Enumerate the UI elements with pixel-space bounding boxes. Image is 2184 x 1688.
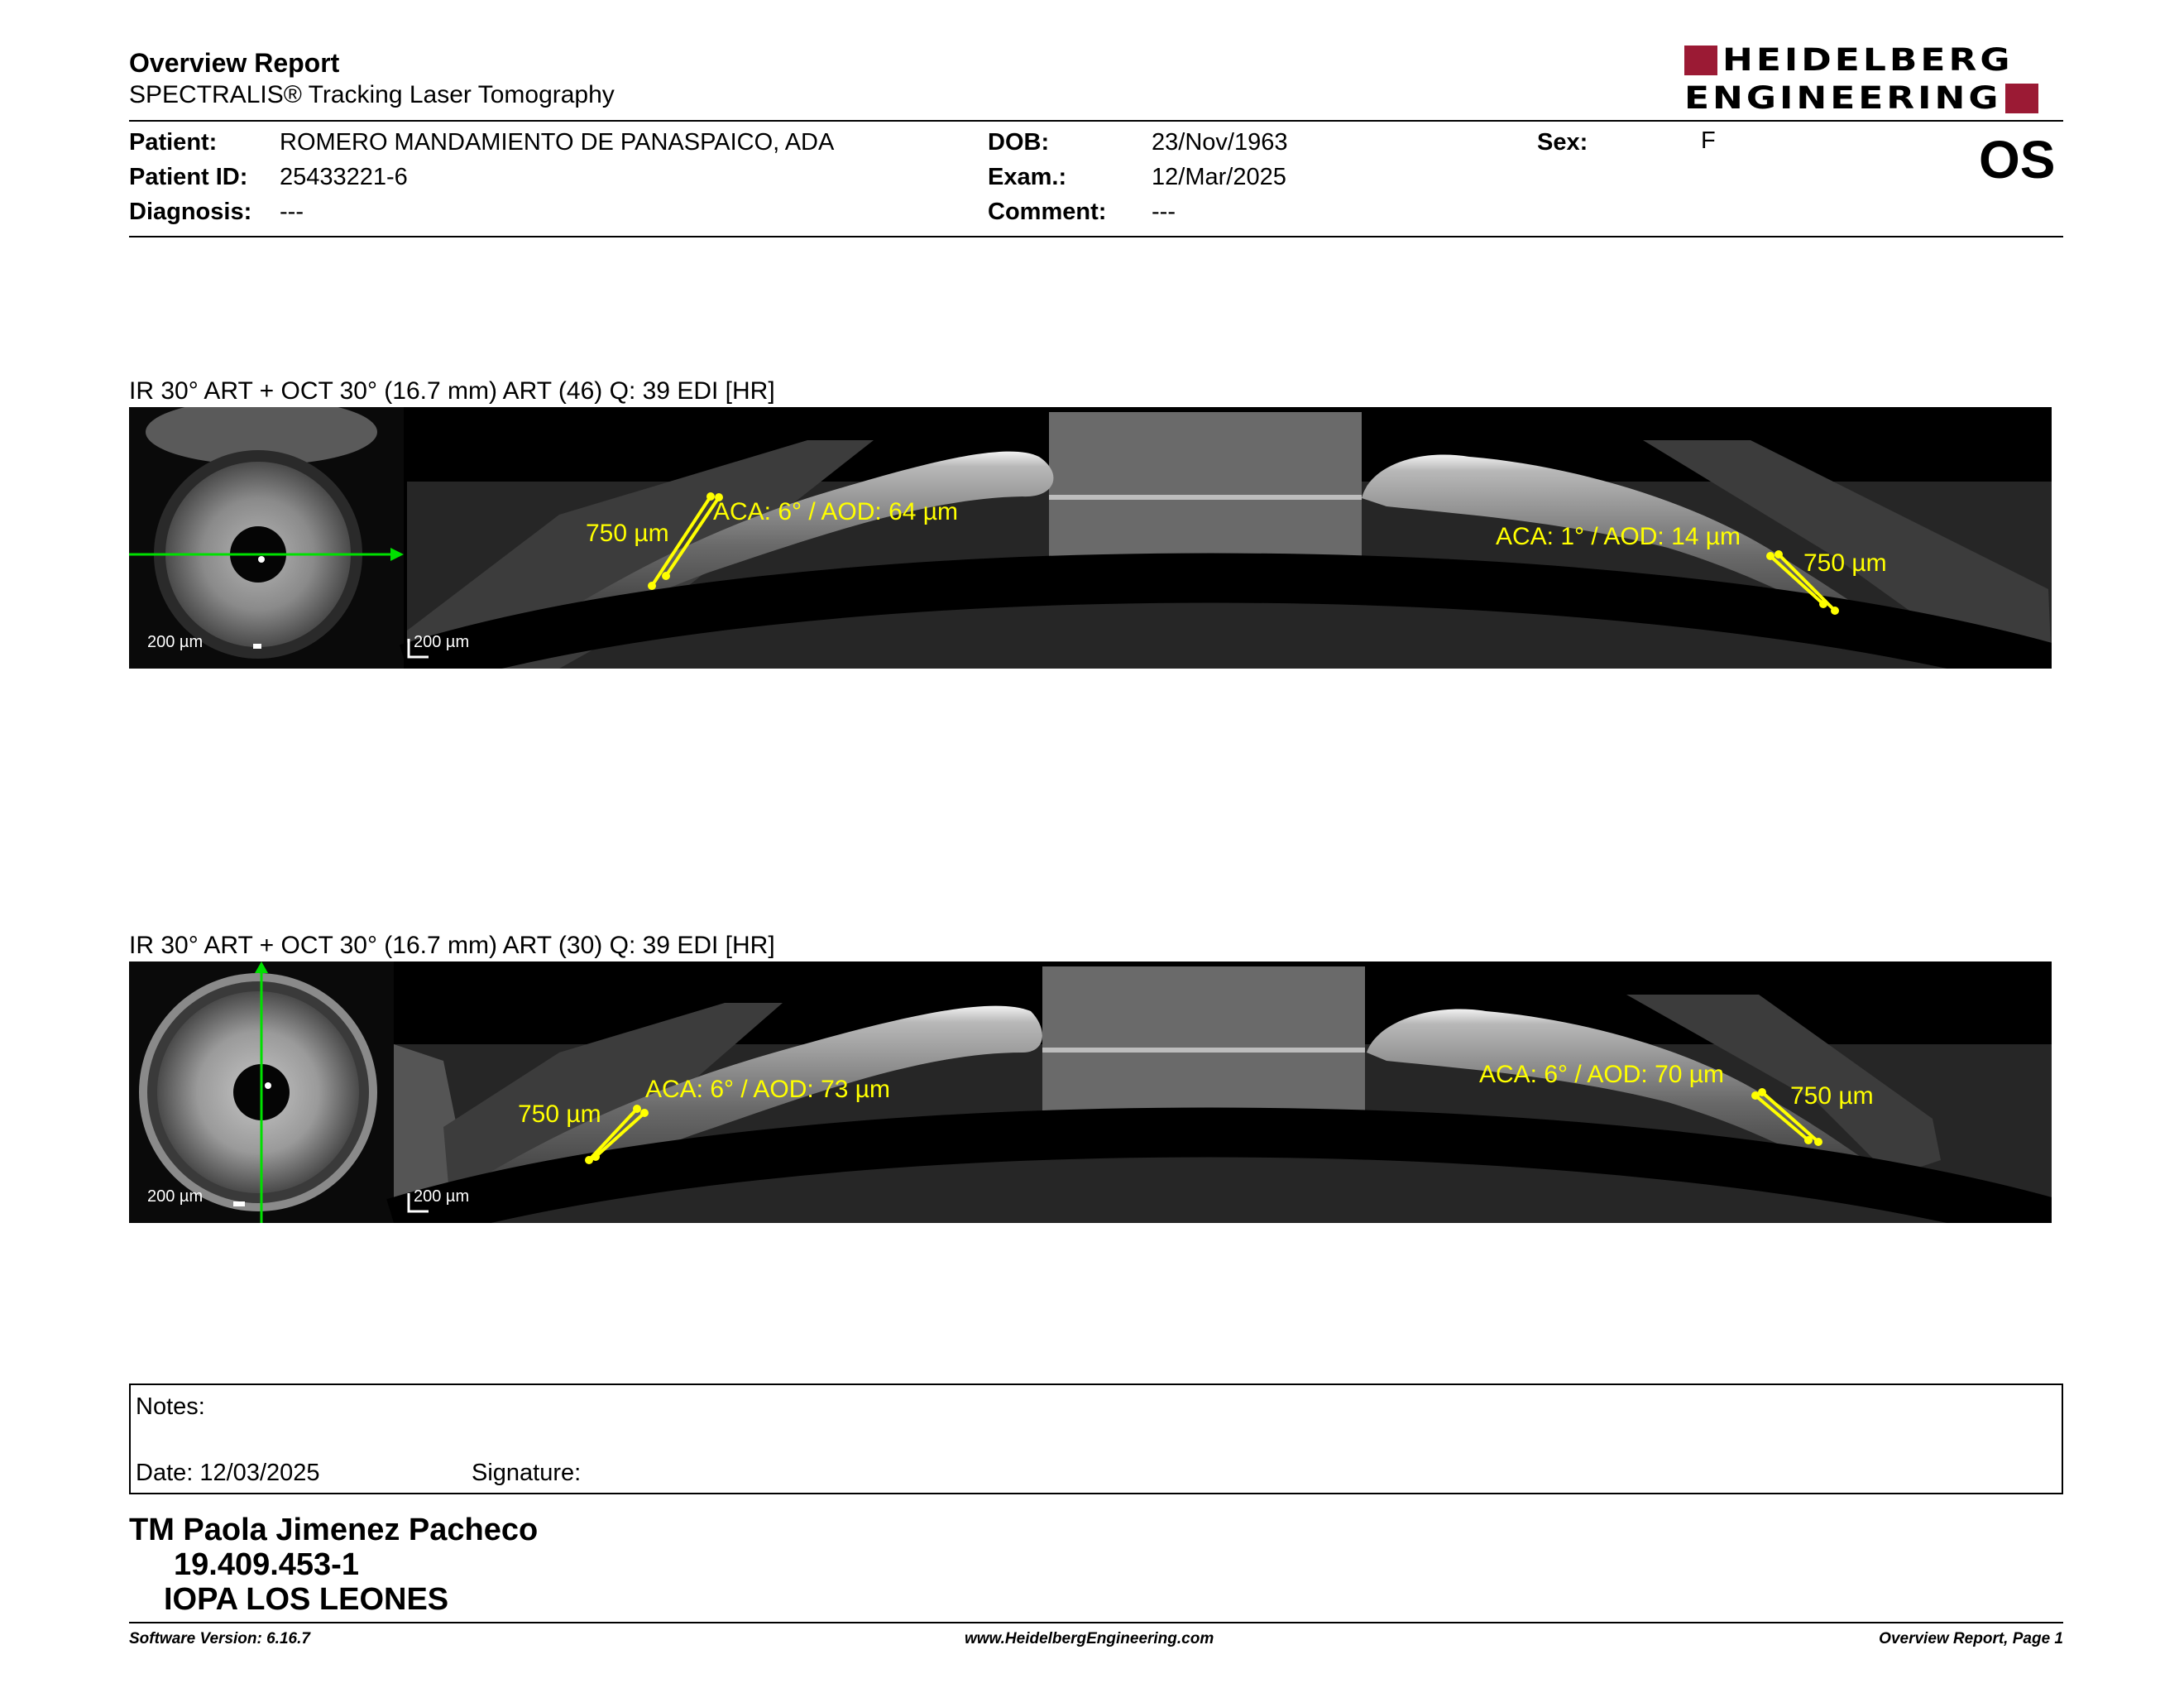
aca-left-label-2: ACA: 6° / AOD: 73 µm xyxy=(645,1076,891,1103)
sex-value: F xyxy=(1701,127,1716,154)
patient-id-label: Patient ID: xyxy=(129,164,248,190)
distance-left-label-1: 750 µm xyxy=(586,520,669,547)
eye-label: OS xyxy=(1979,130,2056,189)
logo-square-icon xyxy=(2005,84,2038,113)
patient-label: Patient: xyxy=(129,129,218,156)
scan-2-image xyxy=(129,961,2052,1223)
comment-value: --- xyxy=(1152,199,1176,225)
signatory-name: TM Paola Jimenez Pacheco xyxy=(129,1513,539,1547)
patient-rule xyxy=(129,236,2063,237)
heidelberg-logo xyxy=(1684,43,2068,117)
exam-value: 12/Mar/2025 xyxy=(1152,164,1286,190)
scan-2-title: IR 30° ART + OCT 30° (16.7 mm) ART (30) Q: 39 EDI [HR] xyxy=(129,932,775,959)
dob-label: DOB: xyxy=(988,129,1050,156)
scan-1-panel[interactable] xyxy=(129,407,2052,669)
distance-left-label-2: 750 µm xyxy=(518,1101,601,1128)
distance-right-label-2: 750 µm xyxy=(1790,1082,1874,1110)
diagnosis-value: --- xyxy=(280,199,304,225)
report-title: Overview Report xyxy=(129,48,340,78)
sex-label: Sex: xyxy=(1537,129,1588,156)
scan-1-title: IR 30° ART + OCT 30° (16.7 mm) ART (46) Q: 39 EDI [HR] xyxy=(129,377,775,405)
date-label: Date: 12/03/2025 xyxy=(136,1460,320,1486)
dob-value: 23/Nov/1963 xyxy=(1152,129,1288,156)
distance-right-label-1: 750 µm xyxy=(1803,549,1887,577)
notes-box[interactable] xyxy=(129,1383,2063,1494)
software-version: Software Version: 6.16.7 xyxy=(129,1630,310,1647)
footer-rule xyxy=(129,1622,2063,1623)
website-link[interactable]: www.HeidelbergEngineering.com xyxy=(965,1630,1214,1647)
fundus-scale-label: 200 µm xyxy=(147,1187,204,1206)
page-indicator: Overview Report, Page 1 xyxy=(1879,1630,2063,1647)
diagnosis-label: Diagnosis: xyxy=(129,199,252,225)
report-subtitle: SPECTRALIS® Tracking Laser Tomography xyxy=(129,81,615,108)
aca-right-label-1: ACA: 1° / AOD: 14 µm xyxy=(1496,523,1741,550)
signature-label: Signature: xyxy=(472,1460,582,1486)
signatory-institution: IOPA LOS LEONES xyxy=(164,1582,449,1617)
scan-1-image xyxy=(129,407,2052,669)
oct-scale-label: 200 µm xyxy=(414,633,470,651)
exam-label: Exam.: xyxy=(988,164,1067,190)
logo-line-1: HEIDELBERG xyxy=(1722,41,2014,79)
comment-label: Comment: xyxy=(988,199,1107,225)
fundus-scale-label: 200 µm xyxy=(147,633,204,651)
scan-2-panel[interactable] xyxy=(129,961,2052,1223)
logo-square-icon xyxy=(1684,46,1717,75)
oct-scale-label: 200 µm xyxy=(414,1187,470,1206)
patient-name: ROMERO MANDAMIENTO DE PANASPAICO, ADA xyxy=(280,129,835,156)
notes-label: Notes: xyxy=(136,1393,205,1420)
header-rule xyxy=(129,120,2063,122)
aca-right-label-2: ACA: 6° / AOD: 70 µm xyxy=(1479,1061,1725,1088)
signatory-rut: 19.409.453-1 xyxy=(174,1547,359,1582)
logo-line-2: ENGINEERING xyxy=(1684,79,2002,117)
patient-id-value: 25433221-6 xyxy=(280,164,408,190)
aca-left-label-1: ACA: 6° / AOD: 64 µm xyxy=(713,498,959,525)
